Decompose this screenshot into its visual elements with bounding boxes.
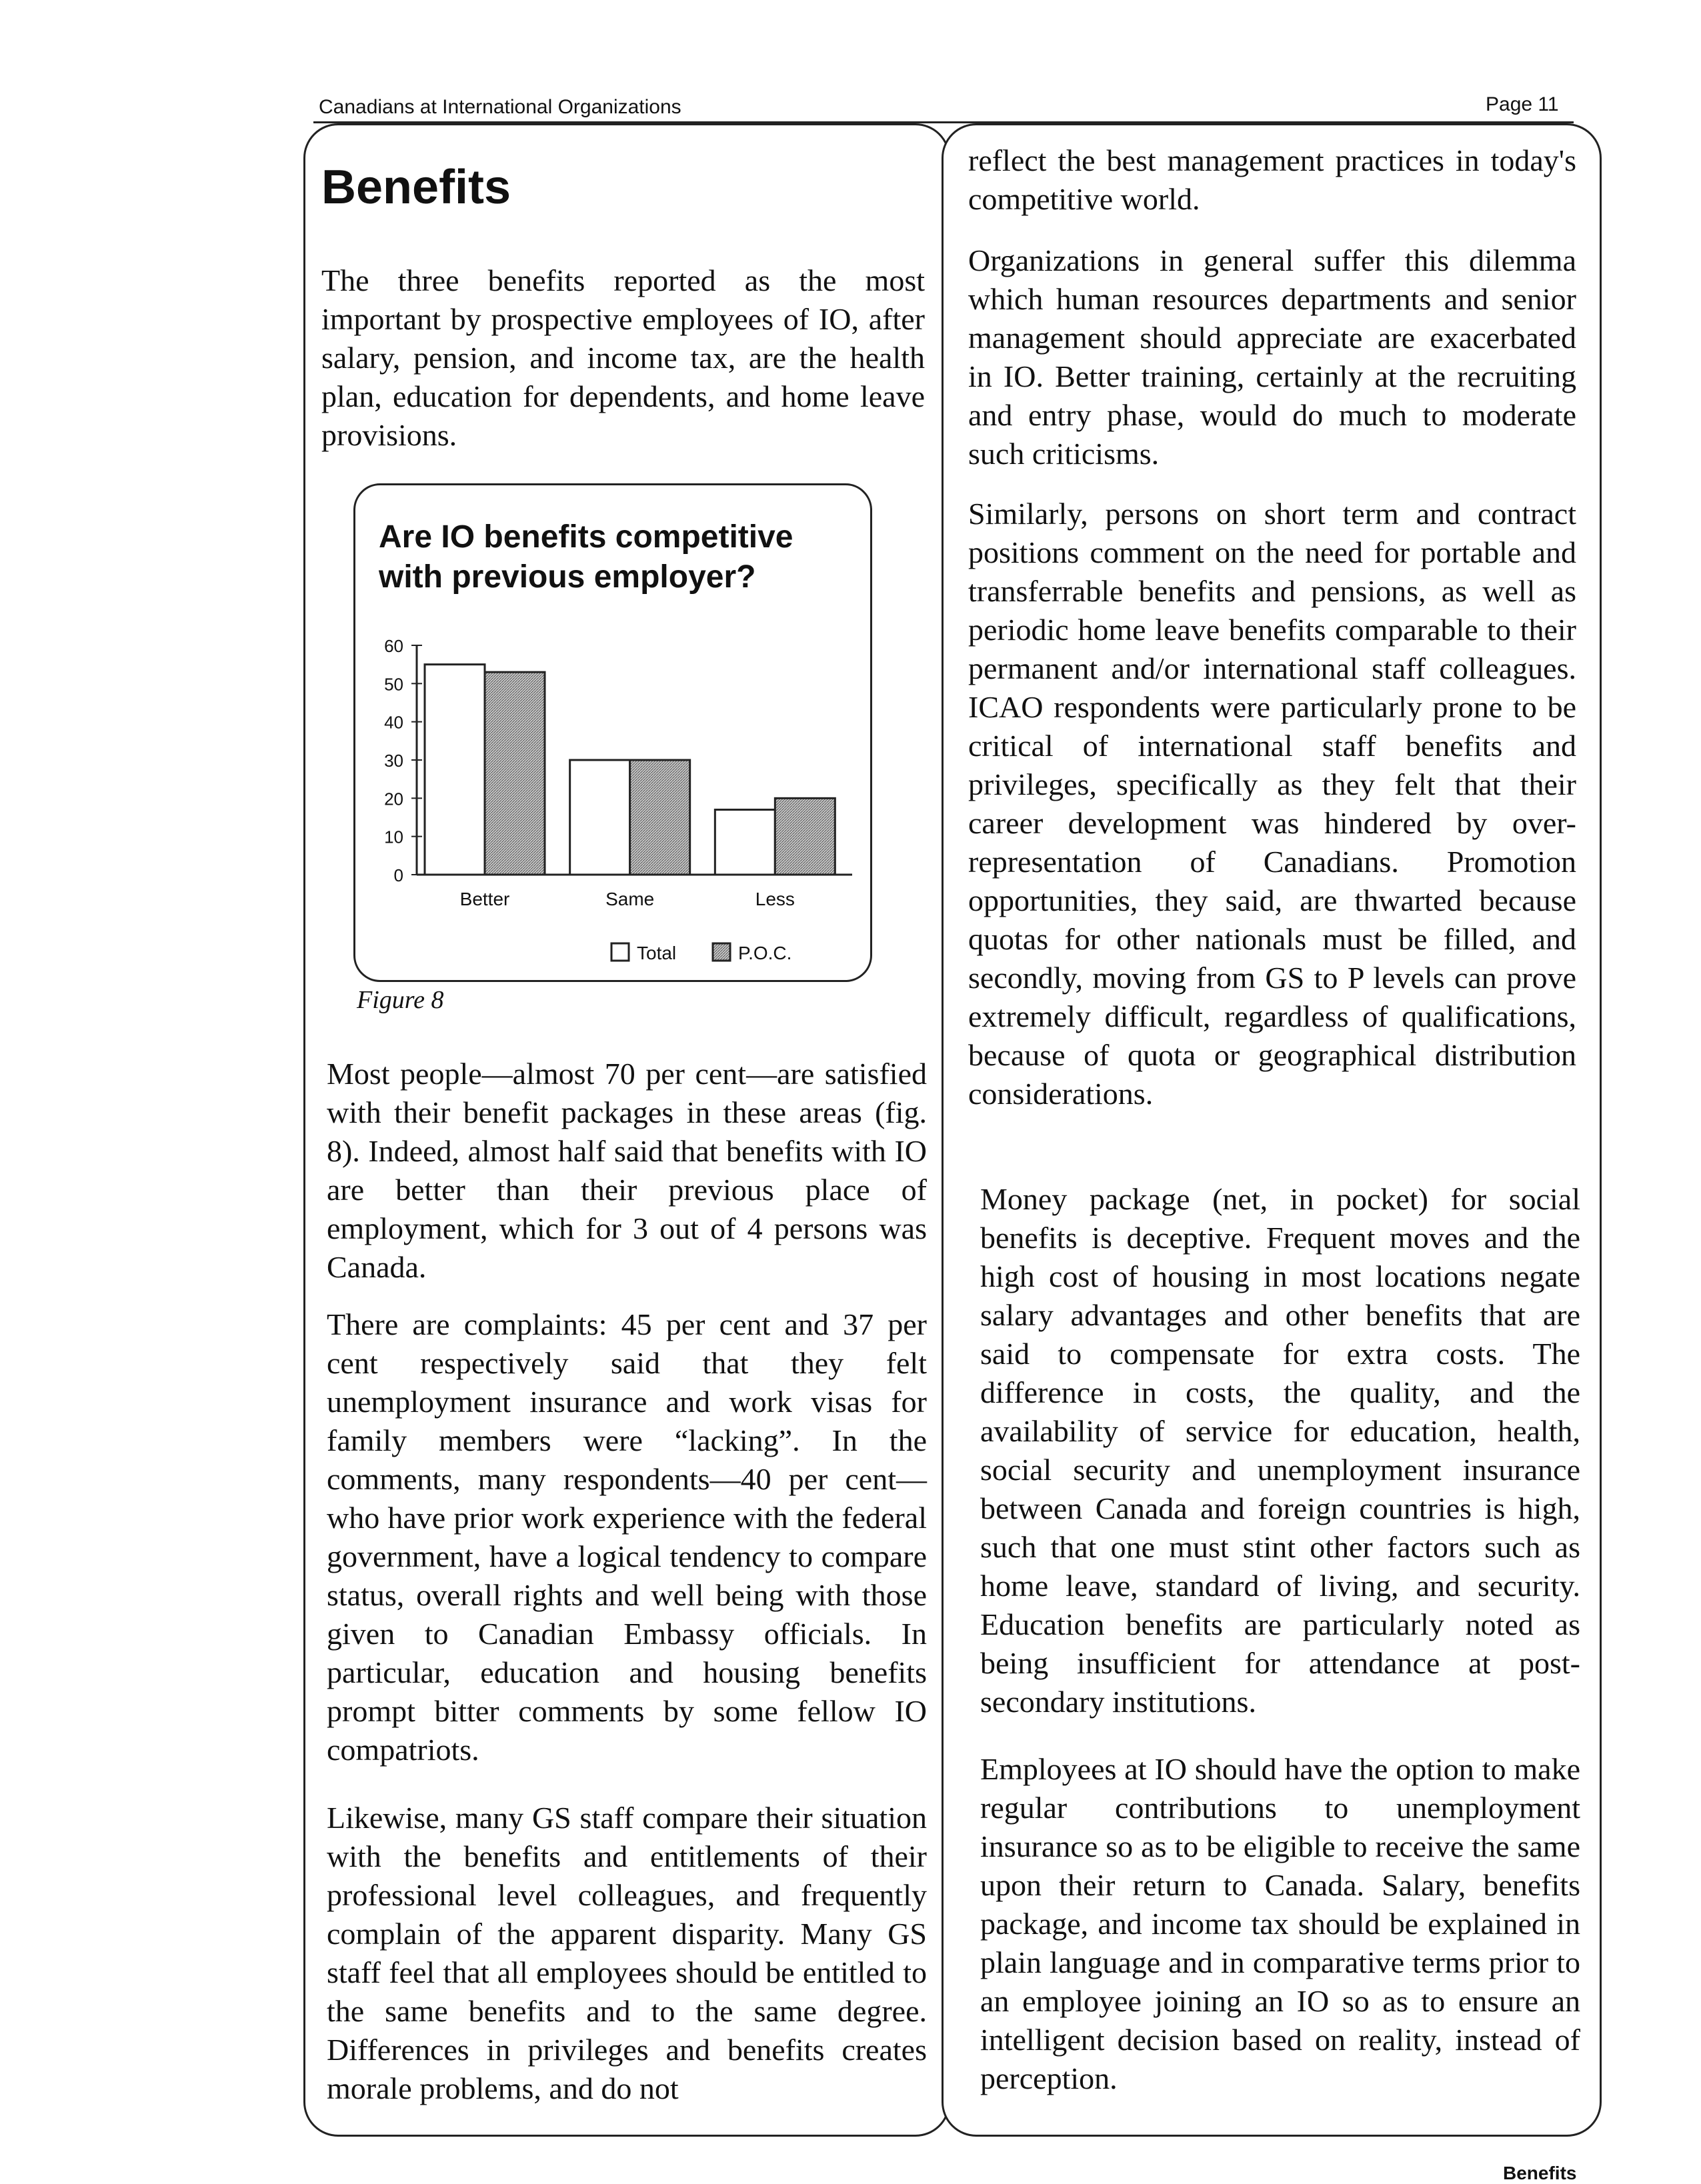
legend-label: Total xyxy=(637,943,677,963)
satisfaction-paragraph: Most people—almost 70 per cent—are satisfied with their benefit packages in these areas (fig. 8). Indeed, almost half said that benefits with IO are better than their previous place of employment, which for 3 out of 4 persons was Canada. xyxy=(327,1057,927,1284)
bar-less-total xyxy=(715,810,775,875)
bar-same-total xyxy=(570,760,630,875)
y-tick-label: 30 xyxy=(384,751,403,771)
figure-caption: Figure 8 xyxy=(357,986,444,1014)
x-tick-label: Less xyxy=(755,889,795,909)
y-tick-label: 10 xyxy=(384,827,403,847)
contract-positions-paragraph: Similarly, persons on short term and contract positions comment on the need for portable and transferrable benefits and pensions, as well as periodic home leave benefits comparable to their permanent and/or international staff colleagues. ICAO respondents were particularly prone to be critical of international staff benefits and privileges, specifically as they felt that their career development was hindered by over-representation of Canadians. Promotion opportunities, they said, are thwarted because quotas for other nationals must be filled, and secondly, moving from GS to P levels can prove extremely difficult, regardless of qualifications, because of quota or geographical distribution considerations. xyxy=(968,497,1576,1111)
organizations-paragraph: Organizations in general suffer this dilemma which human resources departments and senior management should appreciate are exacerbated in IO. Better training, certainly at the recruiting and entry phase, would do much to moderate such criticisms. xyxy=(968,243,1576,471)
money-package-paragraph: Money package (net, in pocket) for social benefits is deceptive. Frequent moves and the high cost of housing in most locations negate salary advantages and other benefits that are said to compensate for extra costs. The difference in costs, the quality, and the availability of service for education, health, social security and unemployment insurance between Canada and foreign countries is high, such that one must stint other factors such as home leave, standard of living, and security. Education benefits are particularly noted as being insufficient for attendance at post-secondary institutions. xyxy=(980,1182,1580,1719)
page-number: Page 11 xyxy=(1486,93,1559,115)
x-tick-label: Better xyxy=(459,889,510,909)
y-tick-label: 40 xyxy=(384,712,403,733)
bar-better-total xyxy=(425,665,485,875)
bar-same-poc xyxy=(630,760,690,875)
y-tick-label: 20 xyxy=(384,789,403,809)
y-tick-label: 60 xyxy=(384,636,403,656)
running-header-title: Canadians at International Organizations xyxy=(319,96,681,118)
bar-better-poc xyxy=(485,672,545,875)
legend-label: P.O.C. xyxy=(738,943,792,963)
gs-staff-paragraph: Likewise, many GS staff compare their situation with the benefits and entitlements of their professional level colleagues, and frequently complain of the apparent disparity. Many GS staff feel that all employees should be entitled to the same benefits and to the same degree. Differences in privileges and benefits creates morale problems, and do not xyxy=(327,1801,927,2105)
y-tick-label: 0 xyxy=(393,865,403,885)
intro-paragraph: The three benefits reported as the most important by prospective employees of IO, after salary, pension, and income tax, are the health plan, education for dependents, and home leave provisions. xyxy=(321,263,925,452)
legend-swatch xyxy=(611,943,629,961)
section-title: Benefits xyxy=(321,161,511,214)
y-tick-label: 50 xyxy=(384,674,403,695)
recommendation-paragraph: Employees at IO should have the option to make regular contributions to unemployment insurance so as to be eligible to receive the same upon their return to Canada. Salary, benefits package, and income tax should be explained in plain language and in comparative terms prior to an employee joining an IO so as to ensure an intelligent decision based on reality, instead of perception. xyxy=(980,1752,1580,2095)
bar-less-poc xyxy=(775,798,835,875)
x-tick-label: Same xyxy=(605,889,655,909)
chart-title: Are IO benefits competitive with previous employer? xyxy=(379,519,793,595)
complaints-paragraph: There are complaints: 45 per cent and 37 per cent respectively said that they felt unemployment insurance and work visas for family members were “lacking”. In the comments, many respondents—40 per cent—who have prior work experience with the federal government, have a logical tendency to compare status, overall rights and well being with those given to Canadian Embassy officials. In particular, education and housing benefits prompt bitter comments by some fellow IO compatriots. xyxy=(327,1307,927,1767)
running-footer: Benefits xyxy=(1503,2163,1577,2183)
legend-swatch xyxy=(713,943,730,961)
continuation-paragraph: reflect the best management practices in today's competitive world. xyxy=(968,143,1576,216)
